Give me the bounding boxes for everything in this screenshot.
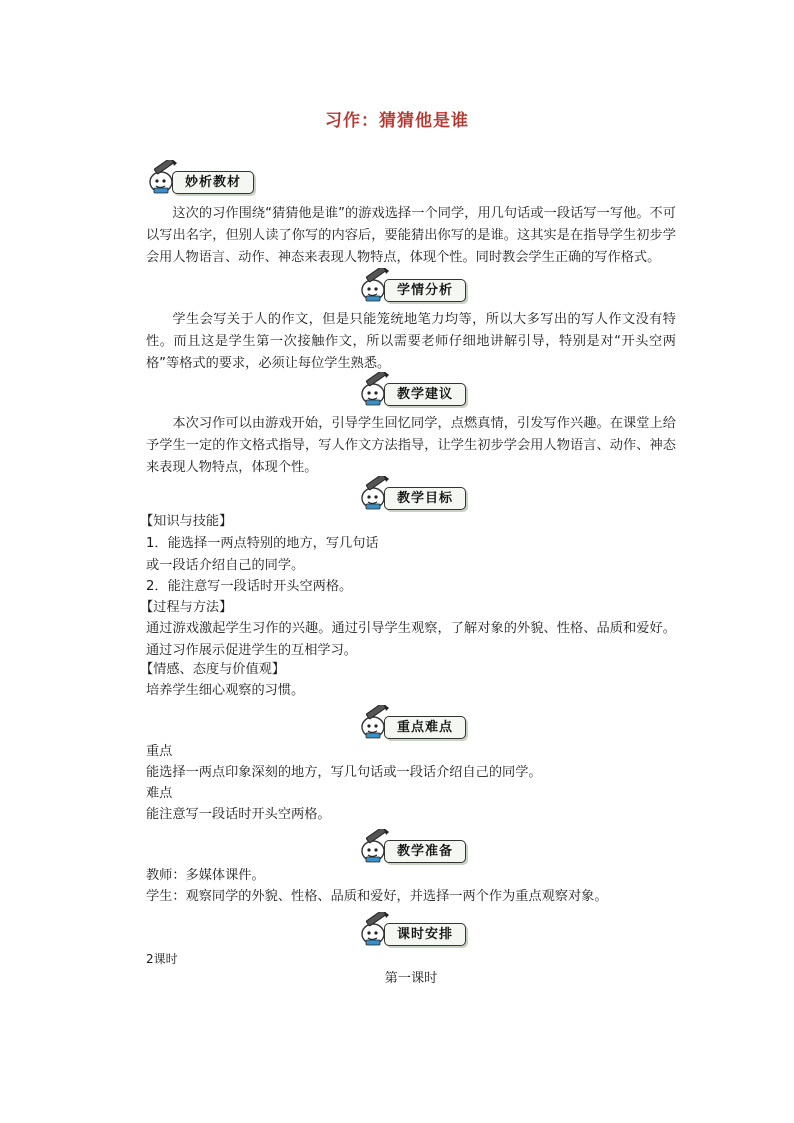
section-badge-preparation (358, 829, 478, 863)
section-label: 教学建议 (384, 383, 466, 406)
goal-item: 或一段话介绍自己的同学。 (146, 558, 305, 573)
section-label: 教学准备 (384, 840, 466, 863)
section-badge-suggestion (358, 372, 478, 406)
difficulty-heading: 难点 (146, 786, 173, 801)
page-title: 习作：猜猜他是谁 (325, 111, 469, 131)
section-badge-schedule (358, 912, 478, 946)
goal-heading-process: 【过程与方法】 (140, 600, 233, 615)
goal-text: 通过游戏激起学生习作的兴趣。通过引导学生观察，了解对象的外貌、性格、品质和爱好。通过习作展示促进学生的互相学习。 (146, 621, 676, 658)
prep-student: 学生：观察同学的外貌、性格、品质和爱好，并选择一两个作为重点观察对象。 (146, 889, 608, 904)
section-label: 教学目标 (384, 487, 466, 510)
lesson-heading: 第一课时 (384, 971, 438, 986)
goal-item: 1．能选择一两点特别的地方，写几句话 (146, 536, 379, 551)
goal-heading-emotion: 【情感、态度与价值观】 (140, 662, 286, 677)
section-label: 学情分析 (384, 279, 466, 302)
section-label: 重点难点 (384, 716, 466, 739)
prep-teacher: 教师：多媒体课件。 (146, 868, 265, 883)
key-text: 能选择一两点印象深刻的地方，写几句话或一段话介绍自己的同学。 (146, 765, 542, 780)
section-label: 课时安排 (384, 923, 466, 946)
key-heading: 重点 (146, 744, 173, 759)
section-text: 本次习作可以由游戏开始，引导学生回忆同学，点燃真情，引发写作兴趣。在课堂上给予学生一定的作文格式指导，写人作文方法指导，让学生初步学会用人物语言、动作、神态来表现人物特点，体现个性。 (146, 416, 676, 475)
goal-item: 2．能注意写一段话时开头空两格。 (146, 579, 353, 594)
schedule-hours: 2课时 (146, 952, 178, 966)
section-badge-analysis (146, 160, 266, 194)
goal-text: 培养学生细心观察的习惯。 (146, 683, 305, 698)
section-text: 学生会写关于人的作文，但是只能笼统地笔力均等，所以大多写出的写人作文没有特性。而且这是学生第一次接触作文，所以需要老师仔细地讲解引导，特别是对“开头空两格”等格式的要求，必须让每位学生熟悉。 (146, 312, 676, 371)
section-badge-goals (358, 476, 478, 510)
section-text: 这次的习作围绕“猜猜他是谁”的游戏选择一个同学，用几句话或一段话写一写他。不可以写出名字，但别人读了你写的内容后，要能猜出你写的是谁。这其实是在指导学生初步学会用人物语言、动作、神态来表现人物特点，体现个性。同时教会学生正确的写作格式。 (146, 206, 676, 265)
section-badge-learner (358, 268, 478, 302)
section-badge-key-points (358, 705, 478, 739)
difficulty-text: 能注意写一段话时开头空两格。 (146, 807, 331, 822)
goal-heading-knowledge: 【知识与技能】 (140, 514, 233, 529)
section-label: 妙析教材 (172, 171, 254, 194)
